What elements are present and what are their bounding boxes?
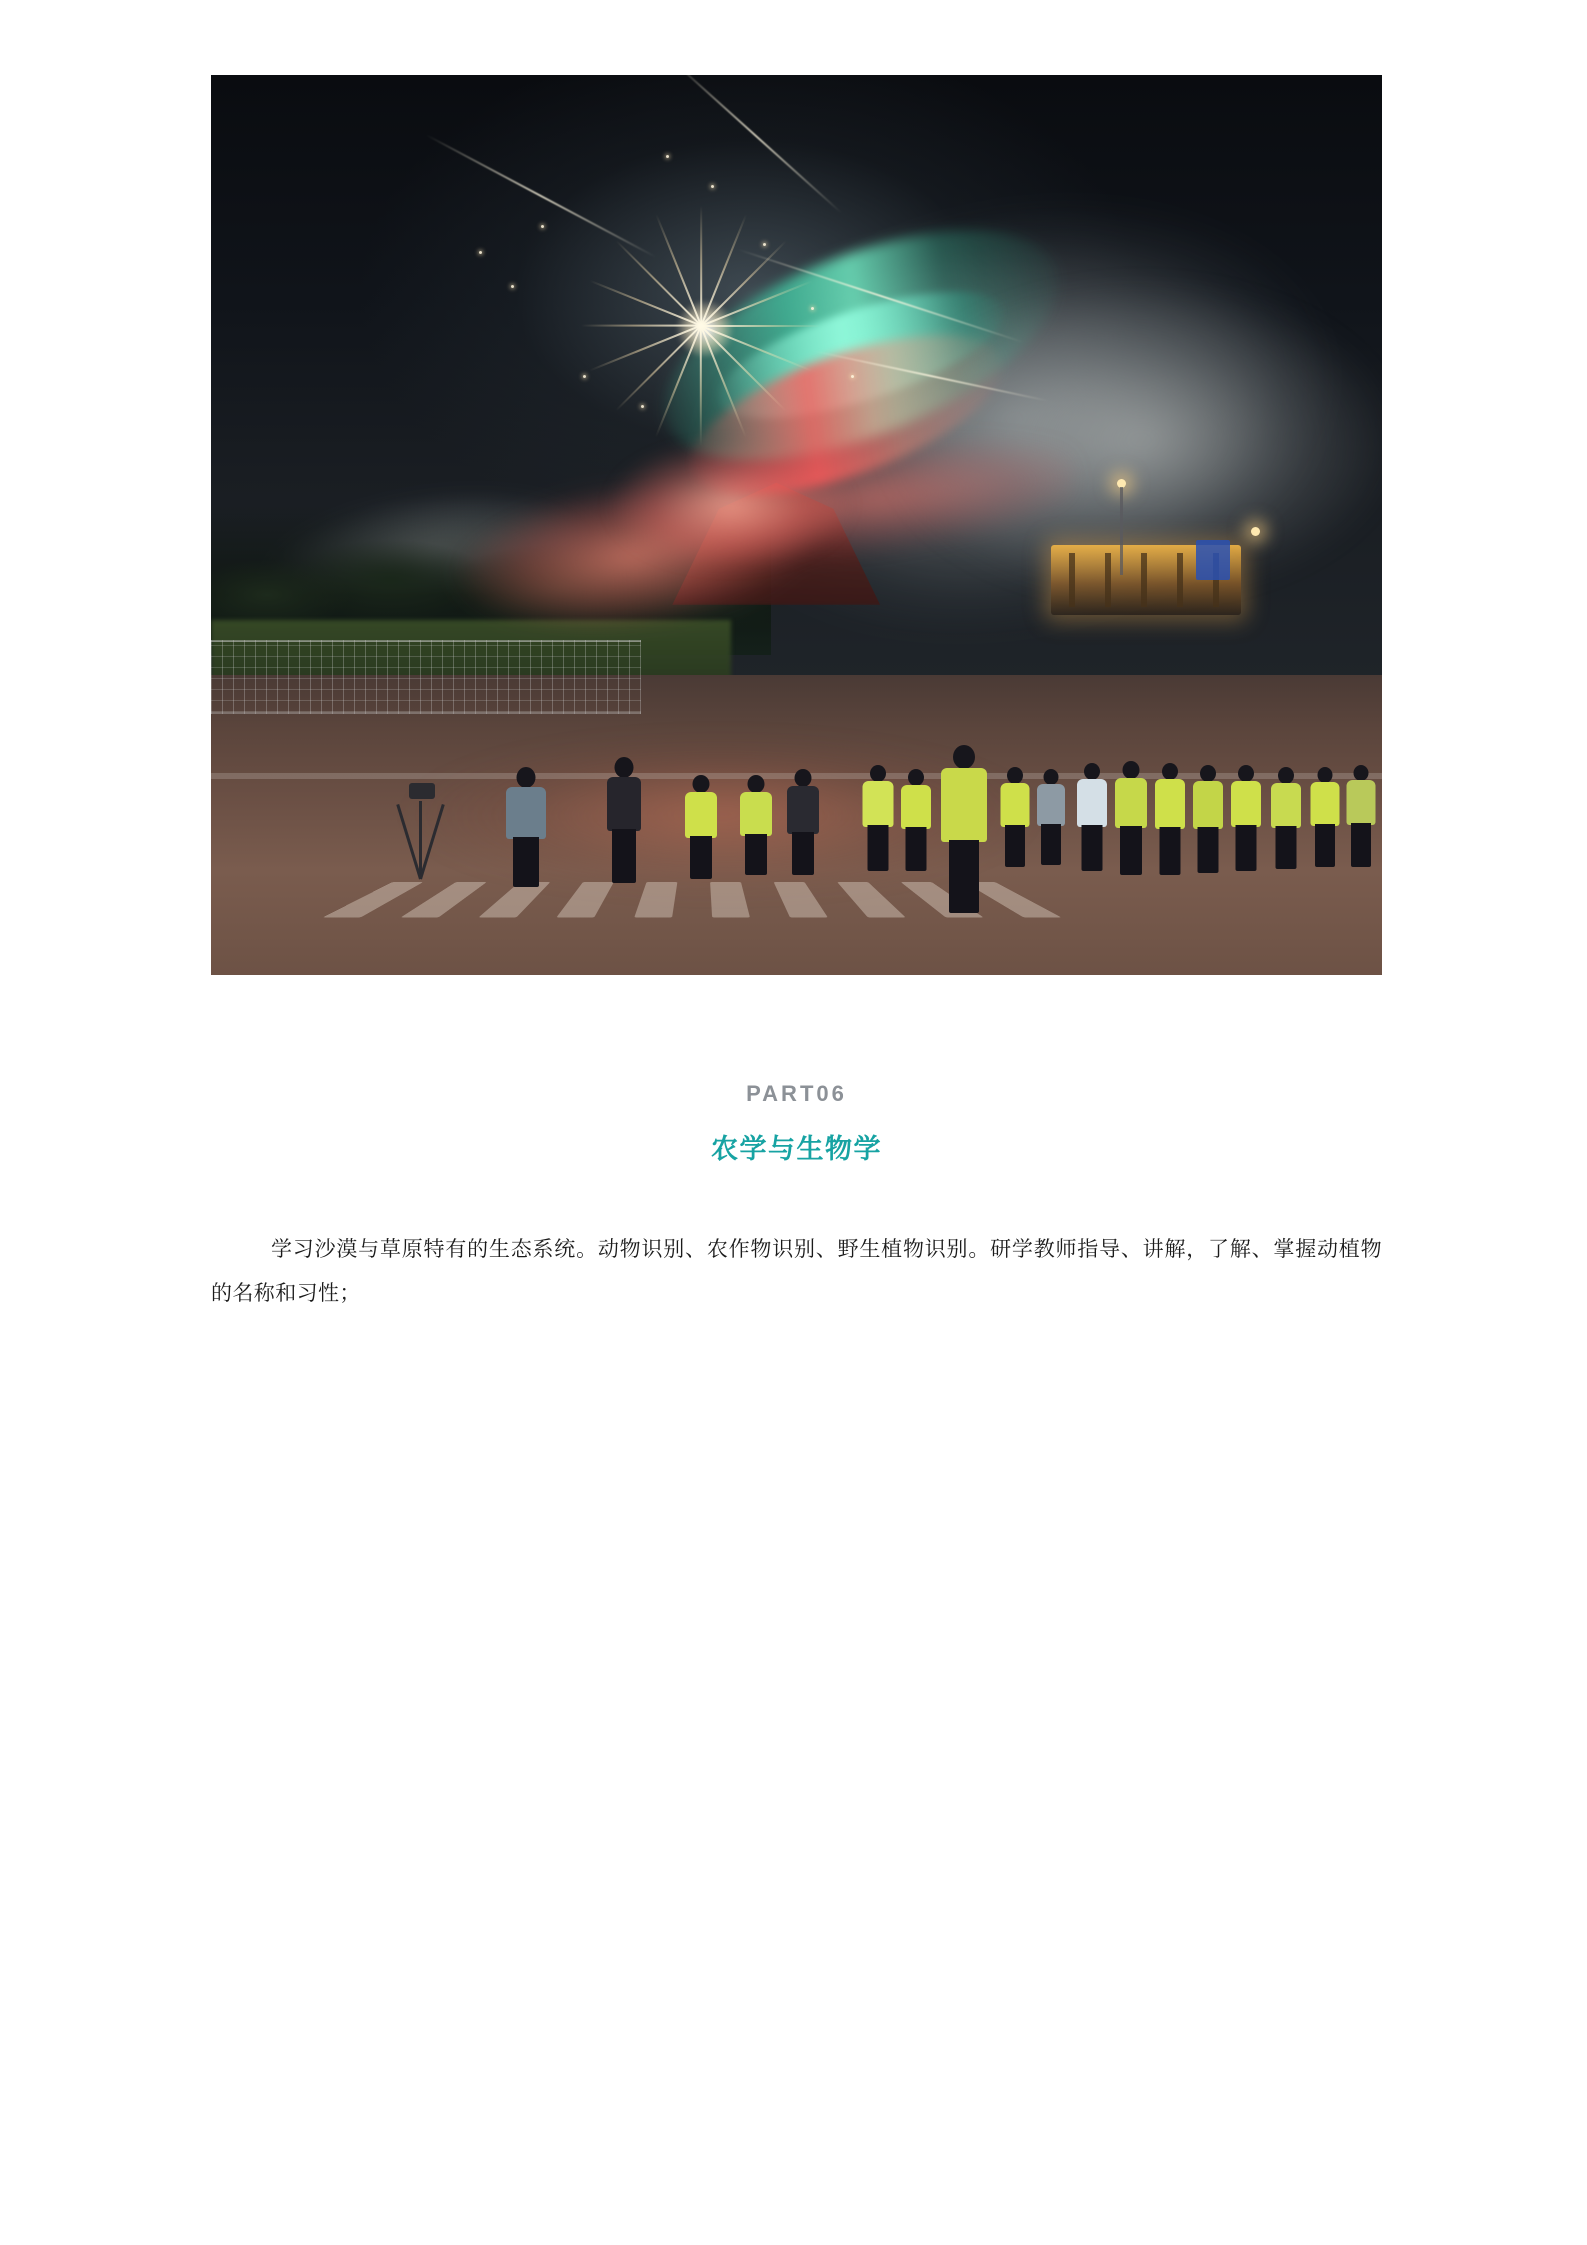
crowd-person: [1343, 765, 1379, 867]
body-paragraph: 学习沙漠与草原特有的生态系统。动物识别、农作物识别、野生植物识别。研学教师指导、讲解，了解、掌握动植物的名称和习性；: [211, 1238, 1382, 1305]
crowd-person: [997, 767, 1033, 867]
crowd-person: [1033, 769, 1069, 865]
section-number: PART06: [746, 1081, 847, 1106]
crowd-person: [736, 775, 776, 875]
camera-tripod: [389, 783, 453, 879]
spark: [811, 307, 814, 310]
spark: [763, 243, 766, 246]
crowd-person: [783, 769, 823, 875]
crowd-person: [1151, 763, 1189, 875]
spark: [511, 285, 514, 288]
street-lamp-light: [1251, 527, 1260, 536]
section-title: 农学与生物学: [711, 1134, 882, 1164]
tripod-head: [409, 783, 435, 799]
spark: [641, 405, 644, 408]
crowd-person: [501, 767, 551, 887]
crowd-person: [1073, 763, 1111, 871]
spark: [666, 155, 669, 158]
safety-fence: [211, 640, 641, 714]
crowd-person: [897, 769, 935, 871]
spark: [583, 375, 586, 378]
crowd-person: [1189, 765, 1227, 873]
page-content: [211, 75, 1382, 1337]
spark: [711, 185, 714, 188]
spark: [851, 375, 854, 378]
crowd-person: [1307, 767, 1343, 867]
crowd-person: [859, 765, 897, 871]
crowd-person: [935, 745, 993, 913]
crowd-person: [1111, 761, 1151, 875]
spark: [479, 251, 482, 254]
crowd-person: [601, 757, 647, 883]
crowd-person: [1267, 767, 1305, 869]
blue-sign-board: [1196, 540, 1230, 580]
crowd-person: [1227, 765, 1265, 871]
street-lamp-pole: [1120, 487, 1123, 575]
spark: [541, 225, 544, 228]
figure-fireworks-photo: [211, 75, 1382, 975]
crowd-person: [681, 775, 721, 879]
photo-canvas: [211, 75, 1382, 975]
